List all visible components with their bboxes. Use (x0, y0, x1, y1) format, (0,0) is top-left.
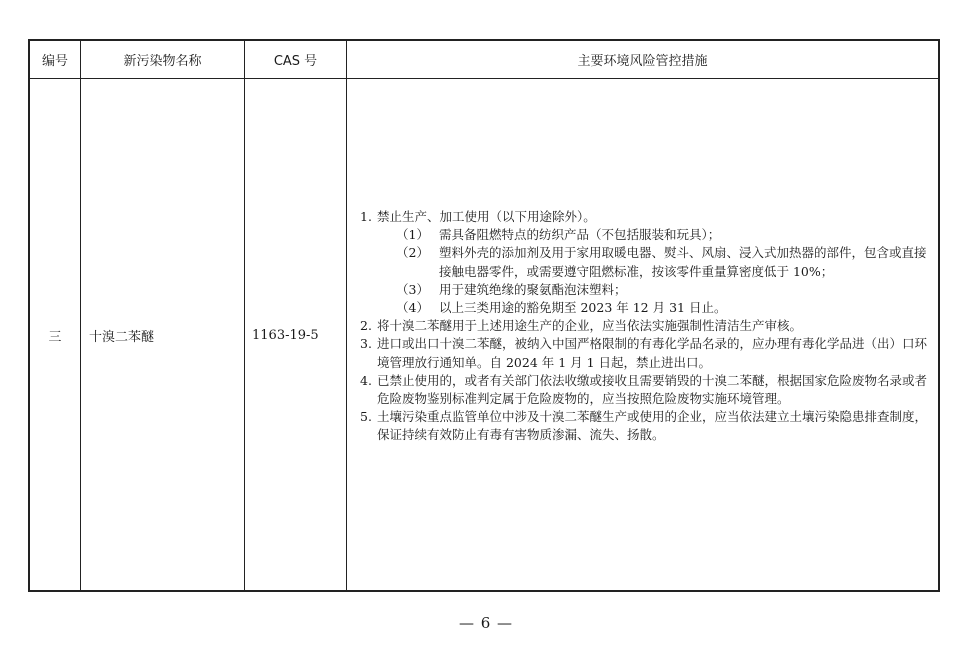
subitem-text: 以上三类用途的豁免期至 2023 年 12 月 31 日止。 (439, 300, 727, 316)
measure-subitem (360, 226, 938, 244)
subitem-number: （1） (396, 227, 429, 243)
measure-text: 进口或出口十溴二苯醚，被纳入中国严格限制的有毒化学品名录的，应办理有毒化学品进（出）口环境管理放行通知单。自 2024 年 1 月 1 日起，禁止进出口。 (377, 336, 928, 370)
subitem-number: （4） (396, 300, 429, 316)
measure-text: 禁止生产、加工使用（以下用途除外）。 (377, 209, 596, 224)
control-measures-list (360, 208, 938, 445)
header-pollutant-name: 新污染物名称 (123, 54, 202, 69)
measure-text: 已禁止使用的，或者有关部门依法收缴或接收且需要销毁的十溴二苯醚，根据国家危险废物名录或者危险废物鉴别标准判定属于危险废物的，应当按照危险废物实施环境管理。 (377, 372, 928, 407)
subitem-number: （3） (396, 281, 429, 297)
header-cas-number: CAS 号 (273, 54, 318, 69)
measure-number: 1. (360, 209, 372, 224)
subitem-text: 需具备阻燃特点的纺织产品（不包括服装和玩具）； (439, 227, 721, 243)
column-divider (244, 41, 245, 590)
subitem-text: 用于建筑绝缘的聚氨酯泡沫塑料； (439, 281, 627, 297)
measure-subitem (360, 281, 938, 299)
column-divider (346, 41, 347, 590)
measure-item (360, 372, 938, 408)
page-number: — 6 — (458, 614, 514, 632)
row-pollutant-name: 十溴二苯醚 (89, 330, 155, 345)
measure-item (360, 408, 938, 444)
measure-subitem (360, 244, 938, 280)
subitem-number: （2） (396, 245, 429, 261)
measure-number: 5. (360, 409, 372, 425)
measure-text: 将十溴二苯醚用于上述用途生产的企业，应当依法实施强制性清洁生产审核。 (377, 318, 803, 334)
measure-text: 土壤污染重点监管单位中涉及十溴二苯醚生产或使用的企业，应当依法建立土壤污染隐患排查制度，保证持续有效防止有毒有害物质渗漏、流失、扬散。 (377, 409, 928, 443)
measure-number: 2. (360, 318, 372, 334)
subitem-text: 塑料外壳的添加剂及用于家用取暖电器、熨斗、风扇、浸入式加热器的部件，包含或直接接触电器零件，或需要遵守阻燃标准，按该零件重量算密度低于 10%； (439, 245, 927, 279)
measure-subitem (360, 299, 938, 317)
measure-item (360, 208, 938, 226)
measure-number: 3. (360, 336, 372, 352)
header-control-measures: 主要环境风险管控措施 (577, 54, 708, 69)
measure-number: 4. (360, 372, 372, 388)
measure-item (360, 335, 938, 371)
row-number: 三 (48, 330, 62, 345)
measure-item (360, 317, 938, 335)
pollutant-table (28, 39, 940, 592)
column-divider (80, 41, 81, 590)
header-number: 编号 (41, 54, 68, 69)
row-cas-number: 1163-19-5 (252, 328, 319, 343)
